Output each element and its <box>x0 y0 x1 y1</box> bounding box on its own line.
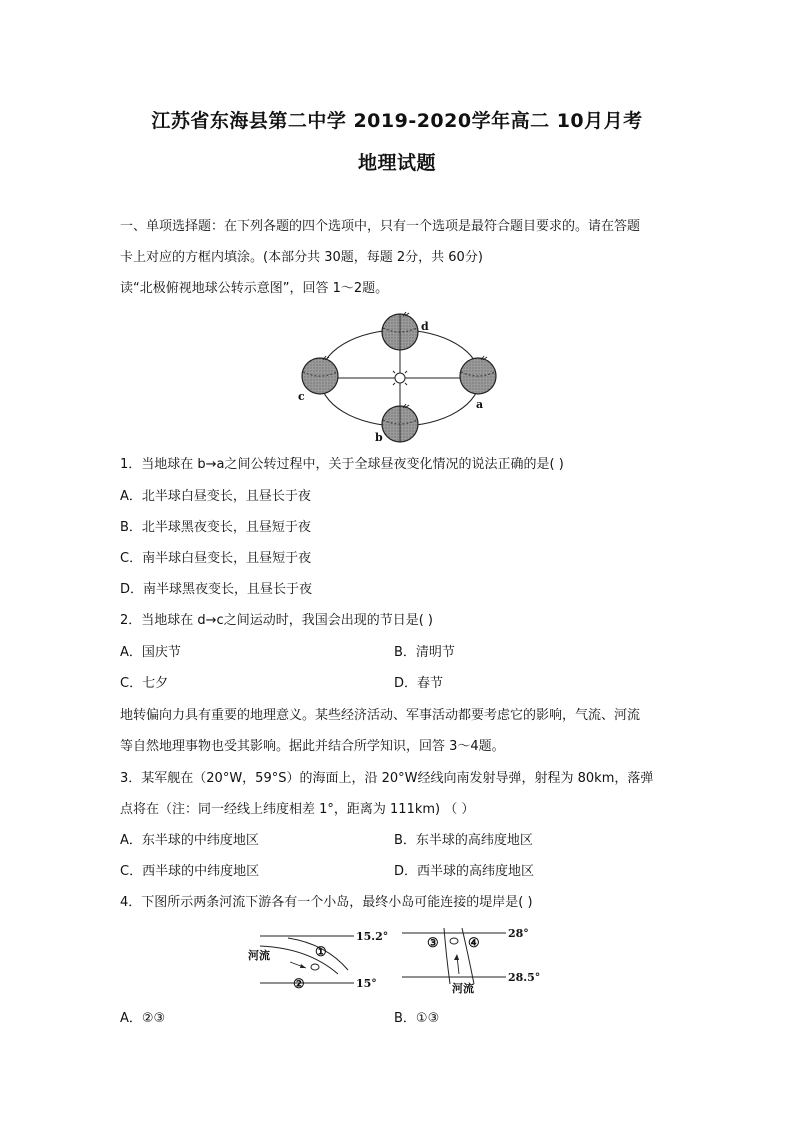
label-c: c <box>298 390 305 403</box>
mark-2: ② <box>293 977 305 992</box>
earth-b-icon <box>382 404 418 442</box>
q3-option-c: C．西半球的中纬度地区 <box>120 864 260 879</box>
q1-option-d: D．南半球黑夜变长，且昼长于夜 <box>120 582 313 597</box>
lat-bottom-left: 15° <box>356 977 377 990</box>
q2-option-a: A．国庆节 <box>120 645 181 660</box>
lat-top-left: 15.2° <box>356 930 389 943</box>
island-left-icon <box>311 964 319 970</box>
q3-option-a: A．东半球的中纬度地区 <box>120 833 259 848</box>
label-d: d <box>421 320 429 333</box>
earth-c-icon <box>302 356 338 394</box>
lat-top-right: 28° <box>508 927 529 940</box>
page-title-line2: 地理试题 <box>357 152 436 174</box>
section-heading-line1: 一、单项选择题：在下列各题的四个选项中，只有一个选项是最符合题目要求的。请在答题 <box>120 219 641 234</box>
label-a: a <box>476 398 484 411</box>
mark-1: ① <box>315 945 327 960</box>
river-label-left: 河流 <box>248 949 270 962</box>
earth-d-icon <box>382 312 418 350</box>
q1-option-a: A．北半球白昼变长，且昼长于夜 <box>120 489 311 504</box>
q2-option-d: D．春节 <box>394 676 444 691</box>
q2-option-b: B．清明节 <box>394 645 455 660</box>
mark-3: ③ <box>427 936 439 951</box>
river-diagram-right <box>402 924 562 994</box>
q3-stem-line2: 点将在（注：同一经线上纬度相差 1°，距离为 111km) （ ） <box>120 802 475 817</box>
q2-option-c: C．七夕 <box>120 676 169 691</box>
island-right-icon <box>450 938 458 944</box>
q3-stem-line1: 3．某军舰在（20°W，59°S）的海面上，沿 20°W经线向南发射导弹，射程为 80km，落弹 <box>120 771 654 786</box>
q4-stem: 4．下图所示两条河流下游各有一个小岛，最终小岛可能连接的堤岸是( ) <box>120 895 533 910</box>
q2-stem: 2．当地球在 d→c之间运动时，我国会出现的节日是( ) <box>120 613 433 628</box>
section-heading-line2: 卡上对应的方框内填涂。(本部分共 30题，每题 2分，共 60分) <box>120 250 483 265</box>
q1-stem: 1．当地球在 b→a之间公转过程中，关于全球昼夜变化情况的说法正确的是( ) <box>120 457 564 472</box>
earth-a-icon <box>460 356 496 394</box>
river-diagram-left <box>248 926 398 996</box>
sun-icon <box>390 368 410 388</box>
q3-option-b: B．东半球的高纬度地区 <box>394 833 533 848</box>
q4-option-a: A．②③ <box>120 1011 166 1026</box>
q4-option-b: B．①③ <box>394 1011 440 1026</box>
intro-q3-4-line1: 地转偏向力具有重要的地理意义。某些经济活动、军事活动都要考虑它的影响，气流、河流 <box>120 708 641 723</box>
q3-option-d: D．西半球的高纬度地区 <box>394 864 535 879</box>
page-title-line1: 江苏省东海县第二中学 2019-2020学年高二 10月月考 <box>151 110 643 132</box>
intro-q1-2: 读“北极俯视地球公转示意图”，回答 1～2题。 <box>120 281 389 296</box>
orbit-diagram <box>295 310 515 450</box>
mark-4: ④ <box>468 936 480 951</box>
intro-q3-4-line2: 等自然地理事物也受其影响。据此并结合所学知识，回答 3～4题。 <box>120 739 505 754</box>
label-b: b <box>375 431 383 444</box>
q1-option-b: B．北半球黑夜变长，且昼短于夜 <box>120 520 311 535</box>
lat-bottom-right: 28.5° <box>508 971 541 984</box>
river-label-right: 河流 <box>452 982 474 994</box>
q1-option-c: C．南半球白昼变长，且昼短于夜 <box>120 551 312 566</box>
